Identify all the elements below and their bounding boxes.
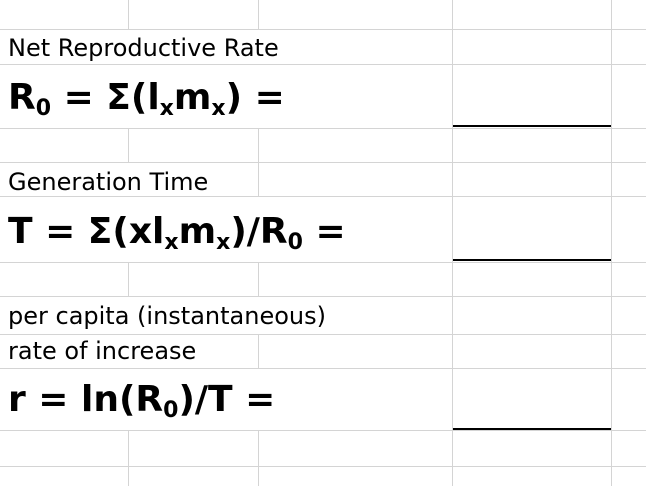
gridline: [452, 0, 453, 486]
formula-text: m: [173, 77, 212, 118]
gridline: [0, 368, 646, 369]
formula-symbol: R: [8, 77, 36, 118]
gridline: [258, 0, 259, 30]
gridline: [0, 334, 646, 335]
gridline: [0, 196, 646, 197]
formula-subscript: x: [216, 230, 231, 255]
gridline: [0, 64, 646, 65]
formula-text: ) =: [225, 77, 285, 118]
formula-subscript: 0: [287, 230, 303, 255]
gridline: [128, 430, 129, 486]
gridline: [611, 0, 612, 486]
formula-subscript: 0: [163, 398, 179, 423]
formula-subscript: x: [159, 96, 174, 121]
gridline: [258, 430, 259, 486]
gridline: [0, 29, 646, 30]
formula-text: )/T =: [178, 379, 276, 420]
net-reproductive-rate-formula: [8, 76, 285, 120]
gridline: [0, 262, 646, 263]
gridline: [0, 128, 646, 129]
gridline: [258, 334, 259, 368]
gridline: [0, 466, 646, 467]
rate-of-increase-formula: [8, 378, 275, 422]
formula-subscript: x: [164, 230, 179, 255]
formula-subscript: 0: [35, 96, 52, 121]
gridline: [128, 128, 129, 162]
formula-text: )/R: [230, 211, 288, 252]
formula-text: r = ln(R: [8, 379, 164, 420]
gridline: [258, 262, 259, 296]
formula-subscript: x: [211, 96, 226, 121]
gridline: [0, 162, 646, 163]
formula-text: T = Σ(xl: [8, 211, 165, 252]
formula-text: m: [178, 211, 217, 252]
rate-of-increase-answer-blank[interactable]: [453, 428, 611, 430]
formula-text: =: [302, 211, 346, 252]
rate-of-increase-label-line2: rate of increase: [8, 337, 197, 365]
rate-of-increase-label-line1: per capita (instantaneous): [8, 302, 326, 330]
net-reproductive-rate-label: Net Reproductive Rate: [8, 34, 279, 62]
generation-time-formula: [8, 210, 346, 254]
gridline: [0, 430, 646, 431]
net-reproductive-rate-answer-blank[interactable]: [453, 125, 611, 127]
generation-time-label: Generation Time: [8, 168, 209, 196]
generation-time-answer-blank[interactable]: [453, 259, 611, 261]
gridline: [128, 262, 129, 296]
gridline: [0, 296, 646, 297]
gridline: [128, 0, 129, 30]
formula-text: = Σ(l: [51, 77, 160, 118]
